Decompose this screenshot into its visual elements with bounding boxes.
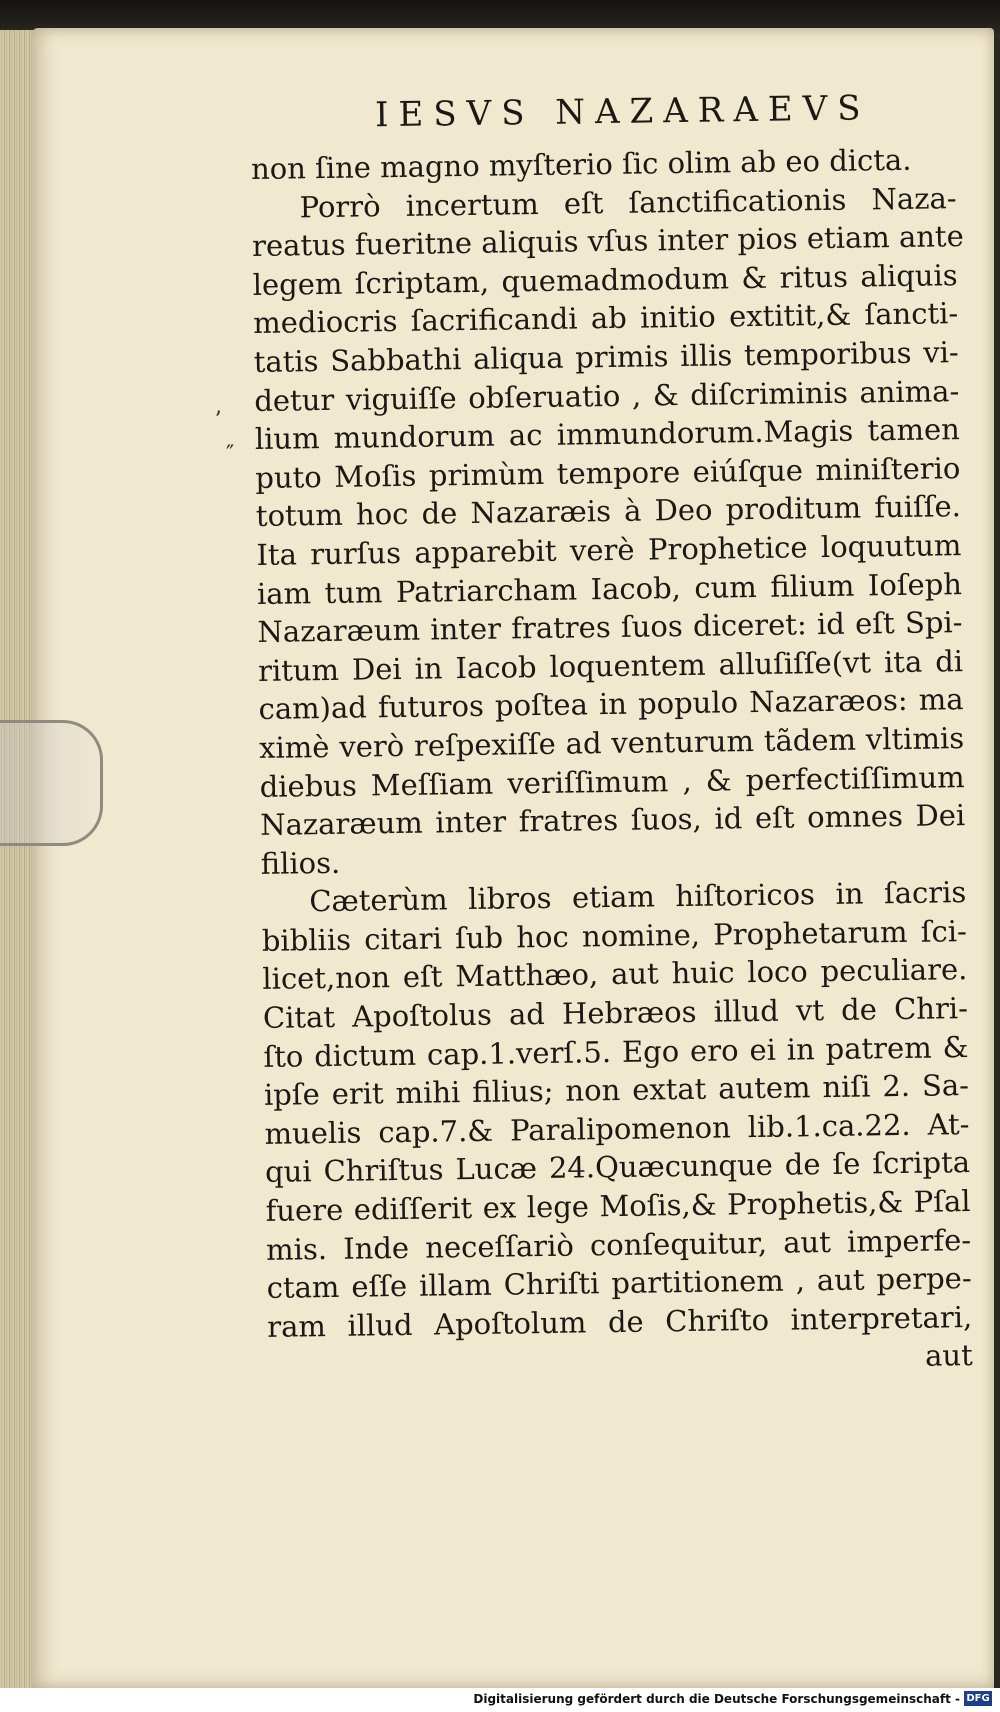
text-line: legem ſcriptam, quemadmodum & ritus aliquis [252,257,958,302]
text-line: bibliis citari ſub hoc nomine, Prophetarum ſci- [261,913,968,958]
text-block [250,82,973,1385]
catchword: aut [924,1338,973,1374]
text-line: Ita rurſus apparebit verè Prophetice loquutum [256,528,962,572]
text-line: mis. Inde neceſſariò conſequitur, aut imperfe- [265,1222,972,1267]
text-line: non ſine magno myſterio ſic olim ab eo dicta. [250,142,912,186]
margin-tick-mark: ʼ [214,408,221,433]
text-line: cam)ad futuros poſtea in populo Nazaræos: ma [258,682,964,727]
text-line: iam tum Patriarcham Iacob, cum filium Ioſeph [256,566,963,611]
text-line: Citat Apoſtolus ad Hebræos illud vt de Chri- [262,991,969,1035]
text-line: mediocris ſacrificandi ab initio extitit,& ſancti- [252,296,959,341]
text-line: ctam eſſe illam Chriſti partitionem , aut perpe- [266,1261,972,1306]
text-line: reatus fueritne aliquis vſus inter pios etiam ante [251,219,964,264]
text-line: lium mundorum ac immundorum.Magis tamen [254,412,961,457]
text-line: Porrò incertum eſt ſanctificationis Naza- [299,180,957,224]
footer-credit: Digitalisierung gefördert durch die Deutsche Forschungsgemeinschaft - [473,1692,960,1706]
text-line: puto Moſis primùm tempore eiúſque miniſterio [255,450,961,495]
text-line: licet,non eſt Matthæo, aut huic loco peculiare. [262,952,968,997]
text-line: Nazaræum inter fratres ſuos, id eſt omnes Dei [259,798,966,843]
text-line: ximè verò reſpexiſſe ad venturum tãdem vltimis [258,721,965,765]
text-line: fuere ediſſerit ex lege Moſis,& Prophetis,& Pſal [265,1184,971,1228]
text-line: detur viguiſſe obſeruatio , & diſcriminis anima- [254,373,960,418]
text-line: ſto dictum cap.1.verſ.5. Ego ero ei in patrem & [263,1029,969,1074]
text-line: filios. [260,845,341,881]
text-line: totum hoc de Nazaræis à Deo proditum fuiſſe. [255,489,962,534]
text-line: Nazaræum inter fratres ſuos diceret: id eſt Spi- [257,605,963,650]
text-line: diebus Meſſiam veriſſimum , & perfectiſſimum [259,759,965,804]
dfg-logo: DFG [964,1691,992,1706]
text-line: tatis Sabbathi aliqua primis illis temporibus vi- [253,335,959,379]
book-clasp [0,720,103,846]
text-line: ram illud Apoſtolum de Chriſto interpretari, [267,1299,973,1344]
text-line: ipſe erit mihi filius; non extat autem niſi 2. Sa- [263,1068,970,1113]
text-line: qui Chriſtus Lucæ 24.Quæcunque de ſe ſcripta [264,1145,971,1190]
body-text [251,140,973,1346]
text-line: muelis cap.7.& Paralipomenon lib.1.ca.22. At- [264,1106,970,1151]
text-line: ritum Dei in Iacob loquentem alluſiſſe(vt ita di [257,643,964,688]
running-header: IESVS NAZARAEVS [374,88,871,136]
text-line: Cæterùm libros etiam hiſtoricos in ſacris [309,875,967,919]
margin-quote-mark: ″ [226,442,235,467]
